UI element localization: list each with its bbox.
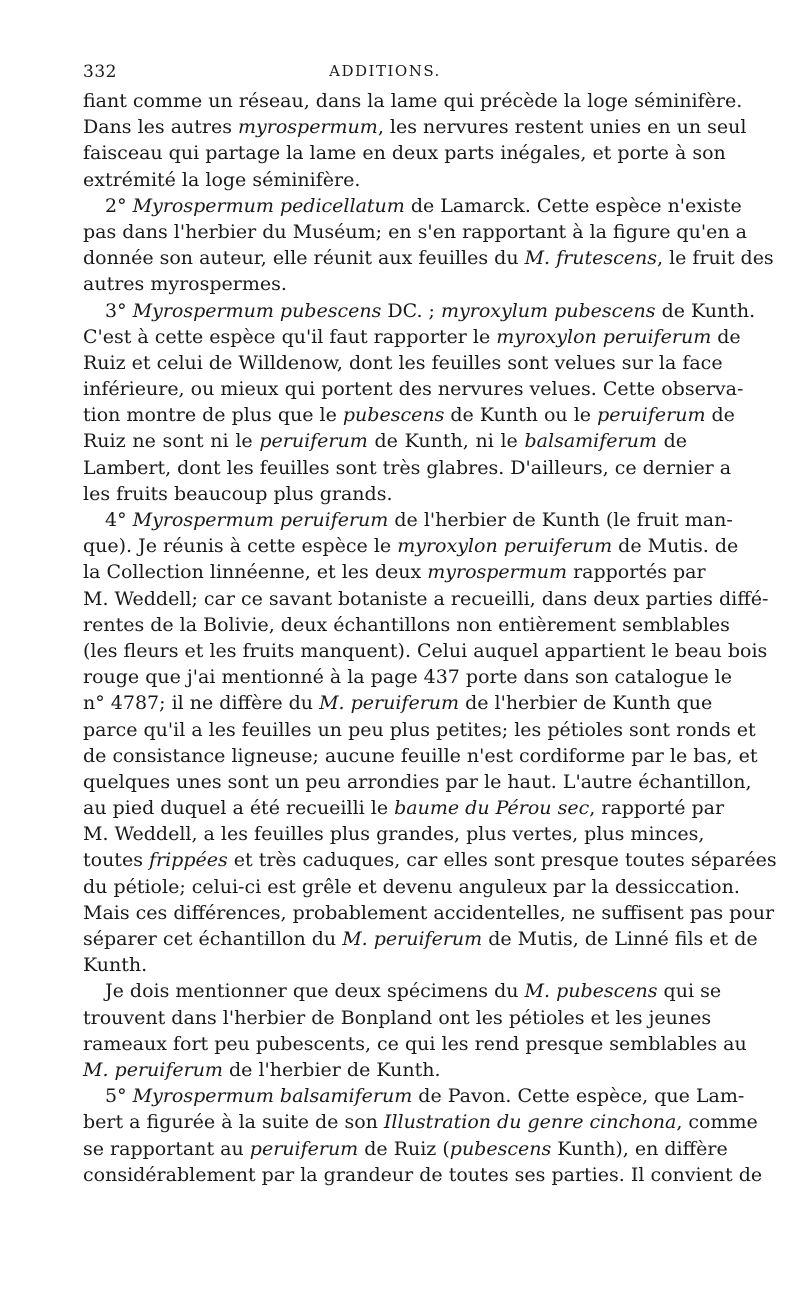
text-line [83, 690, 713, 716]
text-run: 4° [105, 509, 133, 531]
text-run: Dans les autres [83, 116, 239, 139]
italic-term: baume du Pérou sec [394, 797, 590, 820]
text-line [83, 140, 726, 166]
text-line [83, 455, 732, 481]
italic-term: myroxylum pubescens [441, 299, 656, 322]
text-run: , rapporté par [589, 797, 725, 820]
text-run: M. Weddell, a les feuilles plus grandes, plus vertes, plus minces, [83, 823, 705, 846]
text-line [83, 1005, 712, 1031]
text-run: fiant comme un réseau, dans la lame qui précède la loge séminifère. [83, 90, 743, 112]
text-run: et très caduques, car elles sont presque toutes séparées [227, 849, 777, 872]
text-line [83, 638, 768, 664]
text-run: Ruiz et celui de Willdenow, dont les feuilles sont velues sur la face [83, 351, 723, 374]
text-line [83, 821, 705, 847]
text-line [83, 219, 747, 245]
text-run: Kunth. [83, 954, 148, 977]
italic-term: frippées [148, 849, 228, 872]
text-line [83, 507, 733, 533]
italic-term: myrospermum [238, 116, 378, 139]
italic-term: myroxylon peruiferum [397, 535, 613, 558]
text-run: n° 4787; il ne diffère du [83, 692, 320, 715]
text-run: de Ruiz ( [358, 1137, 450, 1160]
text-run: rameaux fort peu pubescents, ce qui les rend presque semblables au [83, 1032, 747, 1055]
running-title: ADDITIONS. [329, 62, 441, 80]
italic-term: peruiferum [597, 404, 706, 427]
text-run: quelques unes sont un peu arrondies par le haut. L'autre échantillon, [83, 770, 752, 793]
italic-term: pubescens [342, 404, 445, 427]
text-run: de Kunth ou le [444, 404, 598, 427]
text-line [83, 612, 730, 638]
text-line [83, 245, 774, 271]
text-run: de Lamarck. Cette espèce n'existe [404, 194, 742, 217]
text-run: du pétiole; celui-ci est grêle et devenu anguleux par la dessiccation. [83, 875, 740, 898]
italic-term: Illustration du genre cinchona [383, 1111, 677, 1134]
text-run: de Mutis, de Linné fils et de [482, 928, 758, 950]
text-run: que). Je réunis à cette espèce le [83, 535, 398, 558]
text-run: M. Weddell; car ce savant botaniste a recueilli, dans deux parties diffé- [83, 587, 769, 610]
text-run: inférieure, ou mieux qui portent des nervures velues. Cette observa- [83, 378, 744, 401]
text-run: qui se [657, 980, 722, 1003]
text-line [83, 978, 722, 1004]
text-line [83, 1031, 747, 1057]
text-run: de l'herbier de Kunth (le fruit man- [388, 509, 733, 531]
text-line [83, 795, 725, 821]
text-line [83, 586, 769, 612]
text-run: DC. ; [381, 299, 441, 322]
text-run: parce qu'il a les feuilles un peu plus petites; les pétioles sont ronds et [83, 718, 756, 741]
text-run: autres myrospermes. [83, 273, 287, 296]
text-line [83, 298, 756, 324]
italic-term: M. peruiferum [342, 928, 483, 950]
text-run: la Collection linnéenne, et les deux [83, 561, 428, 584]
text-run: Mais ces différences, probablement accidentelles, ne suffisent pas pour [83, 901, 775, 924]
page-number: 332 [83, 62, 117, 82]
italic-term: Myrospermum balsamiferum [132, 1085, 413, 1108]
italic-term: M. frutescens [524, 247, 657, 270]
text-run: de consistance ligneuse; aucune feuille n'est cordiforme par le bas, et [83, 744, 758, 767]
italic-term: Myrospermum pedicellatum [132, 194, 405, 217]
text-run: de [656, 430, 687, 453]
text-line [83, 350, 723, 376]
text-run: les fruits beaucoup plus grands. [83, 482, 393, 505]
text-line [83, 1057, 687, 1083]
text-line [83, 481, 687, 507]
text-line [83, 1083, 745, 1109]
text-run: Lambert, dont les feuilles sont très glabres. D'ailleurs, ce dernier a [83, 456, 732, 479]
italic-term: Myrospermum peruiferum [132, 509, 389, 531]
text-line [83, 926, 758, 952]
text-run: rentes de la Bolivie, deux échantillons non entièrement semblables [83, 613, 730, 636]
italic-term: M. peruiferum [83, 1058, 223, 1081]
text-line [83, 847, 777, 873]
book-page [83, 62, 777, 1188]
text-line [83, 533, 739, 559]
text-run: 3° [105, 299, 133, 322]
text-line [83, 769, 752, 795]
text-run: trouvent dans l'herbier de Bonpland ont les pétioles et les jeunes [83, 1006, 712, 1029]
italic-term: Myrospermum pubescens [132, 299, 382, 322]
text-run: extrémité la loge séminifère. [83, 168, 361, 191]
text-line [83, 743, 758, 769]
text-run: 2° [105, 194, 133, 217]
text-run: rapportés par [567, 561, 706, 584]
italic-term: M. pubescens [524, 980, 658, 1003]
text-run: rouge que j'ai mentionné à la page 437 porte dans son catalogue le [83, 666, 732, 689]
text-line [83, 664, 732, 690]
text-run: de [705, 404, 735, 427]
text-line [83, 717, 756, 743]
text-run: considérablement par la grandeur de toutes ses parties. Il convient de [83, 1163, 763, 1186]
text-line [83, 428, 687, 454]
text-run: donnée son auteur, elle réunit aux feuilles du [83, 247, 525, 270]
text-run: toutes [83, 849, 149, 872]
text-run: faisceau qui partage la lame en deux parts inégales, et porte à son [83, 142, 726, 165]
text-run: se rapportant au [83, 1137, 250, 1160]
text-run: Je dois mentionner que deux spécimens du [105, 980, 525, 1003]
italic-term: M. peruiferum [319, 692, 460, 715]
text-run: C'est à cette espèce qu'il faut rapporter le [83, 325, 497, 348]
italic-term: balsamiferum [524, 430, 657, 453]
text-run: Ruiz ne sont ni le [83, 430, 260, 453]
text-line [83, 167, 687, 193]
italic-term: myroxylon peruiferum [496, 325, 712, 348]
text-run: , les nervures restent unies en un seul [377, 116, 747, 139]
text-run: (les fleurs et les fruits manquent). Celui auquel appartient le beau bois [83, 639, 768, 662]
text-run: pas dans l'herbier du Muséum; en s'en rapportant à la figure qu'en a [83, 220, 747, 243]
text-line [83, 874, 740, 900]
text-line [83, 114, 747, 140]
text-run: Kunth), en diffère [551, 1137, 728, 1160]
text-line [83, 324, 741, 350]
text-line [83, 88, 743, 114]
text-run: bert a figurée à la suite de son [83, 1111, 384, 1134]
italic-term: peruiferum [259, 430, 368, 453]
text-run: 5° [105, 1085, 133, 1108]
text-line [83, 376, 744, 402]
text-run: de Pavon. Cette espèce, que Lam- [412, 1085, 745, 1108]
text-run: , comme [676, 1111, 758, 1134]
text-line [83, 559, 706, 585]
text-line [83, 900, 775, 926]
text-run: de Mutis. de [612, 535, 739, 558]
text-line [83, 271, 687, 297]
text-line [83, 1136, 728, 1162]
text-run: de [711, 325, 741, 348]
text-line [83, 952, 687, 978]
text-run: tion montre de plus que le [83, 404, 343, 427]
text-run: au pied duquel a été recueilli le [83, 797, 395, 820]
text-run: de l'herbier de Kunth. [222, 1058, 441, 1081]
text-run: de Kunth. [655, 299, 756, 322]
text-run: de Kunth, ni le [367, 430, 525, 453]
italic-term: peruiferum [249, 1137, 359, 1160]
text-line [83, 193, 742, 219]
text-run: de l'herbier de Kunth que [459, 692, 713, 715]
text-line [83, 402, 735, 428]
text-line [83, 1162, 763, 1188]
page-header [83, 62, 687, 88]
text-run: , le fruit des [656, 247, 774, 270]
text-line [83, 1109, 758, 1135]
body-text [83, 88, 777, 1188]
text-run: séparer cet échantillon du [83, 928, 343, 950]
italic-term: pubescens [449, 1137, 552, 1160]
italic-term: myrospermum [427, 561, 568, 584]
